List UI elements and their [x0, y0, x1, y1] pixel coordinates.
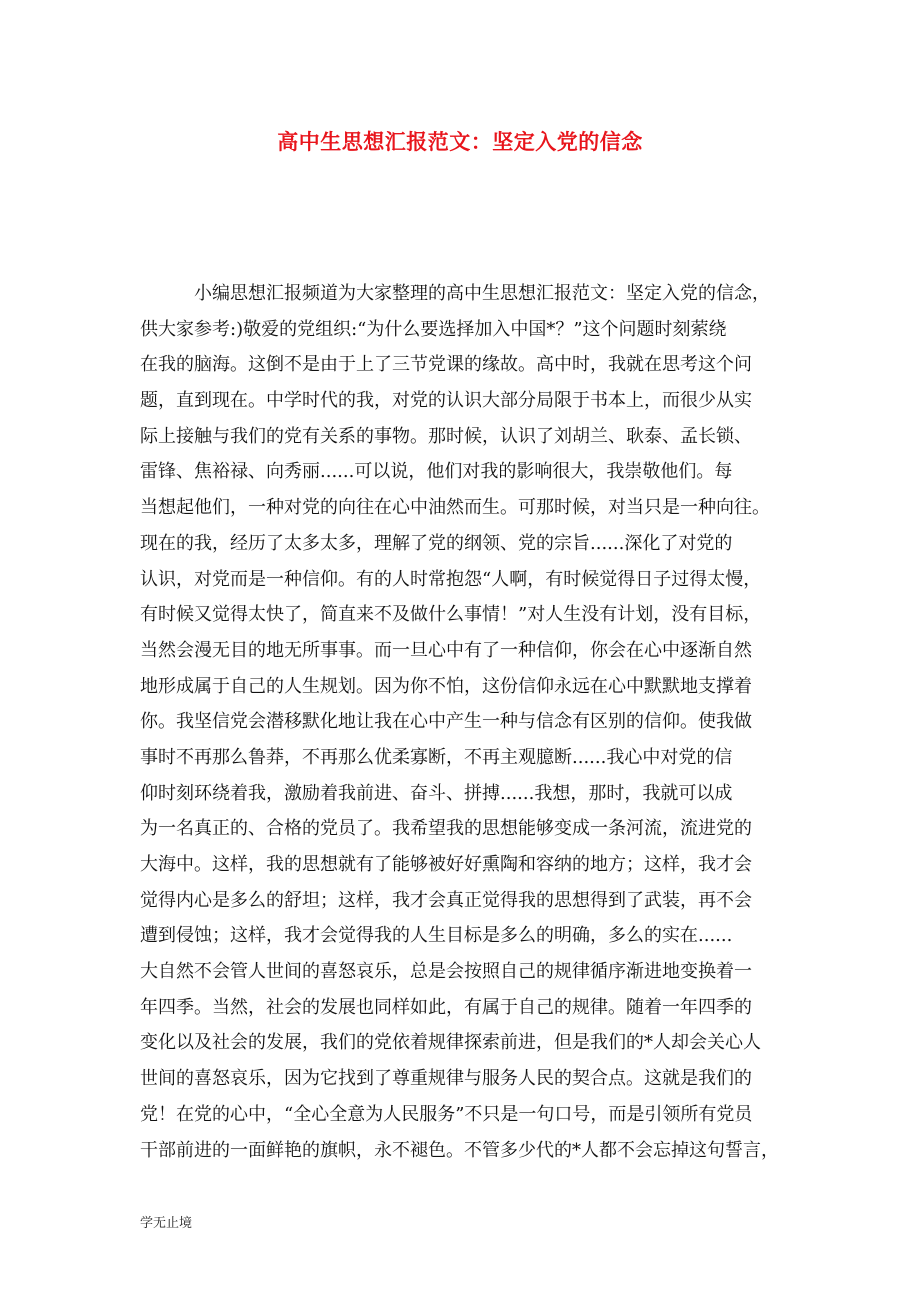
body-line: 在我的脑海。这倒不是由于上了三节党课的缘故。高中时，我就在思考这个问	[140, 354, 752, 376]
body-line: 小编思想汇报频道为大家整理的高中生思想汇报范文：坚定入党的信念，	[194, 283, 770, 304]
body-line: 大自然不会管人世间的喜怒哀乐，总是会按照自己的规律循序渐进地变换着一	[140, 961, 752, 983]
body-line: 大海中。这样，我的思想就有了能够被好好熏陶和容纳的地方；这样，我才会	[140, 854, 752, 875]
body-line: 变化以及社会的发展，我们的党依着规律探索前进，但是我们的*人却会关心人	[140, 1032, 761, 1054]
document-body	[140, 276, 788, 1168]
body-line: 当想起他们，一种对党的向往在心中油然而生。可那时候，对当只是一种向往。	[140, 497, 770, 519]
body-line: 认识，对党而是一种信仰。有的人时常抱怨“人啊，有时候觉得日子过得太慢，	[140, 568, 762, 590]
body-line: 地形成属于自己的人生规划。因为你不怕，这份信仰永远在心中默默地支撑着	[140, 675, 752, 697]
body-line: 雷锋、焦裕禄、向秀丽......可以说，他们对我的影响很大，我崇敬他们。每	[140, 461, 733, 483]
document-title: 高中生思想汇报范文：坚定入党的信念	[277, 129, 643, 154]
body-line: 遭到侵蚀；这样，我才会觉得我的人生目标是多么的明确，多么的实在......	[140, 925, 733, 947]
body-line: 事时不再那么鲁莽，不再那么优柔寡断，不再主观臆断......我心中对党的信	[140, 746, 733, 768]
body-line: 党！在党的心中，“全心全意为人民服务”不只是一句口号，而是引领所有党员	[140, 1103, 753, 1125]
body-line: 你。我坚信党会潜移默化地让我在心中产生一种与信念有区别的信仰。使我做	[140, 711, 752, 733]
body-line: 供大家参考:)敬爱的党组织:“为什么要选择加入中国*？”这个问题时刻萦绕	[140, 318, 727, 340]
body-line: 际上接触与我们的党有关系的事物。那时候，认识了刘胡兰、耿泰、孟长锁、	[140, 425, 752, 447]
body-line: 有时候又觉得太快了，简直来不及做什么事情！”对人生没有计划，没有目标，	[140, 604, 762, 626]
body-line: 仰时刻环绕着我，激励着我前进、奋斗、拼搏......我想，那时，我就可以成	[140, 782, 733, 804]
body-line: 觉得内心是多么的舒坦；这样，我才会真正觉得我的思想得到了武装，再不会	[140, 889, 752, 911]
page-footer: 学无止境	[140, 1216, 193, 1231]
body-line: 现在的我，经历了太多太多，理解了党的纲领、党的宗旨......深化了对党的	[140, 532, 733, 554]
body-line: 年四季。当然，社会的发展也同样如此，有属于自己的规律。随着一年四季的	[140, 996, 752, 1018]
body-line: 题，直到现在。中学时代的我，对党的认识大部分局限于书本上，而很少从实	[140, 390, 752, 412]
body-line: 为一名真正的、合格的党员了。我希望我的思想能够变成一条河流，流进党的	[140, 818, 752, 840]
body-line: 当然会漫无目的地无所事事。而一旦心中有了一种信仰，你会在心中逐渐自然	[140, 639, 752, 661]
body-line: 干部前进的一面鲜艳的旗帜，永不褪色。不管多少代的*人都不会忘掉这句誓言，	[140, 1139, 779, 1161]
body-line: 世间的喜怒哀乐，因为它找到了尊重规律与服务人民的契合点。这就是我们的	[140, 1068, 752, 1090]
